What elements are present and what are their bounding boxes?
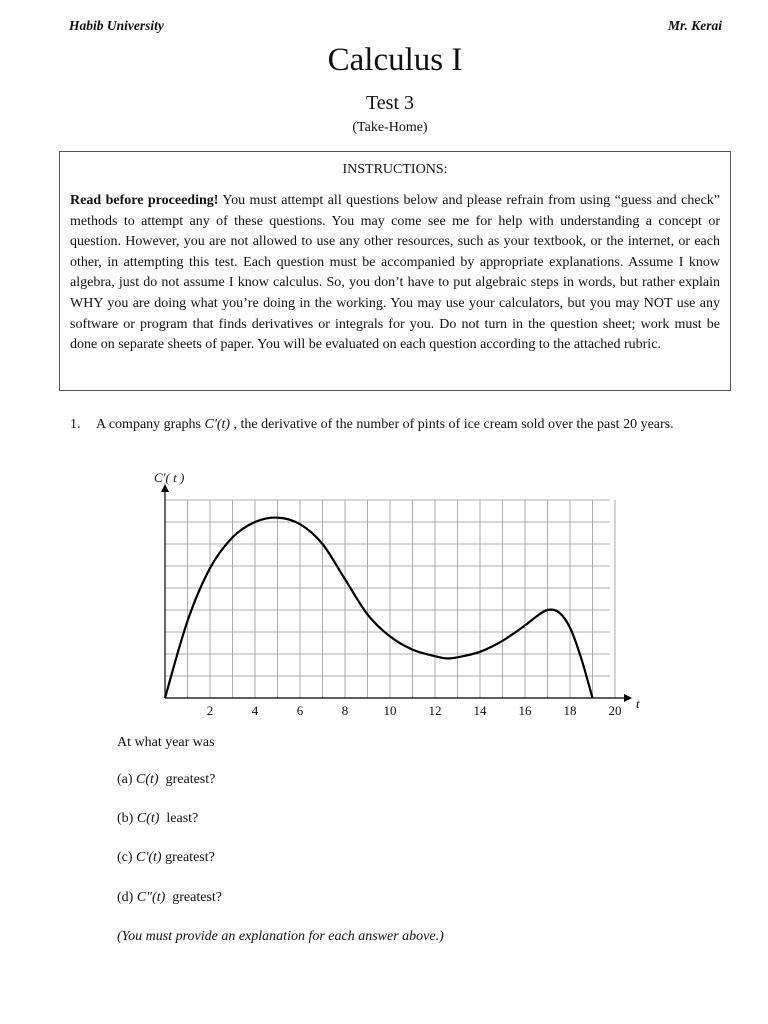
document-subtitle: Test 3 [365,92,415,114]
x-tick-label: 2 [206,703,214,718]
part-b-text: least? [166,811,199,826]
part-d-expr: C"(t) [136,890,166,905]
instructions-lead: Read before proceeding! [70,193,219,208]
instructions-text: You must attempt all questions below and please refrain from using “guess and check” methods to attempt any of these questions. You may come see me for help with understanding a concept or question. However, you are not allowed to use any other resources, such as your textbook, or the internet, or each other, in attempting this test. Each question must be accompanied by appropriate explanations. Assume I know algebra, just do not assume I know calculus. So, you don’t have to put algebraic steps in words, but rather explain WHY you are doing what you’re doing in the working. You may use your calculators, but you may NOT use any software or program that finds derivatives or integrals for you. Do not turn in the question sheet; work must be done on separate sheets of paper. You will be evaluated on each question according to the attached rubric. [70,193,720,353]
part-c-label: (c) [117,850,133,865]
document-title: Calculus I [327,42,463,78]
x-tick-label: 16 [518,703,532,718]
part-a [117,772,215,788]
part-d [117,890,222,906]
x-tick-label: 8 [341,703,349,718]
x-axis-label: t [636,696,640,711]
part-c-text: greatest? [165,850,215,865]
y-axis-arrow [161,484,169,492]
instructions-title: INSTRUCTIONS: [342,162,448,177]
y-axis-label: C′( t ) [154,470,185,485]
part-a-label: (a) [117,772,133,787]
part-b-label: (b) [117,811,134,826]
x-tick-label: 18 [563,703,577,718]
part-d-label: (d) [117,890,134,905]
x-tick-label: 14 [473,703,487,718]
question-text-before: A company graphs [96,417,205,432]
part-a-text: greatest? [165,772,216,787]
instructions-body [70,191,720,356]
x-tick-label: 20 [608,703,622,718]
instructions-box [59,151,731,391]
question-1 [70,414,722,436]
x-tick-label: 10 [383,703,397,718]
part-a-expr: C(t) [136,772,159,787]
part-b [117,811,198,827]
x-tick-label: 12 [428,703,442,718]
question-math: C'(t) [204,417,231,432]
derivative-curve [165,518,593,698]
question-prompt: At what year was [117,735,215,750]
take-home-note: (Take-Home) [352,120,428,135]
x-tick-label: 4 [251,703,259,718]
question-text-after: , the derivative of the number of pints of ice cream sold over the past 20 years. [230,417,674,432]
part-c [117,850,215,866]
derivative-chart [150,468,650,718]
x-axis-arrow [624,694,632,702]
x-tick-label: 6 [296,703,304,718]
header-institution: Habib University [69,18,164,33]
explanation-footnote: (You must provide an explanation for each answer above.) [117,929,444,944]
part-b-expr: C(t) [136,811,160,826]
part-c-expr: C'(t) [136,850,162,865]
header-instructor: Mr. Kerai [667,18,722,33]
part-d-text: greatest? [172,890,223,905]
question-number: 1. [70,417,81,432]
question-text [96,414,722,436]
